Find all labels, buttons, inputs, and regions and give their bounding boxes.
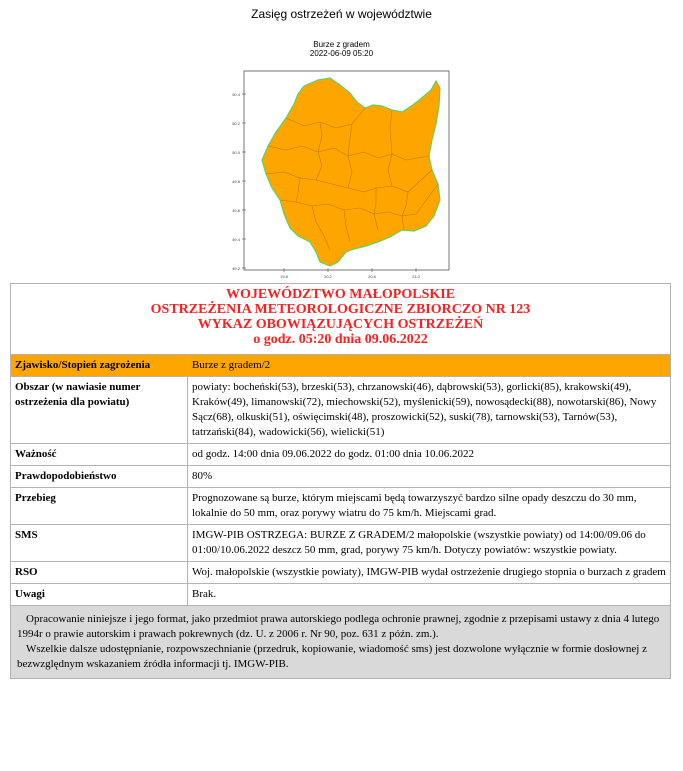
map-y-tick-label: 49.8 xyxy=(232,179,240,184)
rso-label: RSO xyxy=(11,562,188,584)
row-area xyxy=(11,377,671,444)
map-y-tick-label: 50.4 xyxy=(232,92,240,97)
row-validity xyxy=(11,444,671,466)
page-title: Zasięg ostrzeżeń w województwie xyxy=(251,7,432,21)
map-y-tick-label: 49.2 xyxy=(232,266,240,271)
course-label: Przebieg xyxy=(11,488,188,525)
map-caption xyxy=(0,40,683,58)
copyright-paragraph-1: Opracowanie niniejsze i jego format, jako przedmiot prawa autorskiego podlega ochronie prawnej, zgodnie z przepisami ustawy z dnia 4 lutego 1994r o prawie autorskim i prawach pokrewnych (dz. U. z 2006 r. Nr 90, poz. 631 z późn. zm.). xyxy=(17,613,660,640)
map-y-tick-label: 49.6 xyxy=(232,208,240,213)
validity-label: Ważność xyxy=(11,444,188,466)
course-value: Prognozowane są burze, którym miejscami będą towarzyszyć bardzo silne opady deszczu do 30 mm, lokalnie do 50 mm, oraz porywy wiatru do 75 km/h. Miejscami grad. xyxy=(188,488,671,525)
map-x-tick-label: 21.0 xyxy=(412,274,420,279)
row-course xyxy=(11,488,671,525)
map-x-tick-label: 19.8 xyxy=(280,274,288,279)
rso-value: Woj. małopolskie (wszystkie powiaty), IMGW-PIB wydał ostrzeżenie drugiego stopnia o burzach z gradem xyxy=(188,562,671,584)
row-copyright xyxy=(11,606,671,679)
sms-label: SMS xyxy=(11,525,188,562)
phenomenon-value: Burze z gradem/2 xyxy=(188,355,671,377)
area-value: powiaty: bocheński(53), brzeski(53), chrzanowski(46), dąbrowski(53), gorlicki(85), krakowski(49), Kraków(49), limanowski(72), miechowski(52), myślenicki(59), nowosądecki(88), nowotarski(86), Nowy Sącz(68), olkuski(51), oświęcimski(48), proszowicki(52), suski(78), tarnowski(53), Tarnów(53), tatrzański(84), wadowicki(56), wielicki(51) xyxy=(188,377,671,444)
row-sms xyxy=(11,525,671,562)
row-probability xyxy=(11,466,671,488)
copyright-paragraph-2: Wszelkie dalsze udostępnianie, rozpowszechnianie (przedruk, kopiowanie, wiadomość sms) jest dozwolone wyłącznie w formie dosłownej z bezwzględnym wskazaniem źródła informacji tj. IMGW-PIB. xyxy=(17,643,647,670)
map-x-tick-label: 20.6 xyxy=(368,274,376,279)
warnings-header xyxy=(11,284,671,355)
map-y-tick-label: 49.4 xyxy=(232,237,240,242)
area-label: Obszar (w nawiasie numer ostrzeżenia dla powiatu) xyxy=(11,377,188,444)
warning-map-svg xyxy=(226,66,452,283)
map-y-tick-label: 50.2 xyxy=(232,121,240,126)
map-caption-phenomenon: Burze z gradem xyxy=(313,40,370,49)
map-y-tick-label: 50.0 xyxy=(232,150,240,155)
warning-map xyxy=(226,66,452,283)
probability-value: 80% xyxy=(188,466,671,488)
warnings-table xyxy=(10,283,671,679)
row-remarks xyxy=(11,584,671,606)
header-issue-time: o godz. 05:20 dnia 09.06.2022 xyxy=(253,332,428,347)
validity-value: od godz. 14:00 dnia 09.06.2022 do godz. 01:00 dnia 10.06.2022 xyxy=(188,444,671,466)
map-caption-timestamp: 2022-06-09 05:20 xyxy=(309,49,374,58)
copyright-notice xyxy=(11,606,671,679)
remarks-value: Brak. xyxy=(188,584,671,606)
row-rso xyxy=(11,562,671,584)
sms-value: IMGW-PIB OSTRZEGA: BURZE Z GRADEM/2 małopolskie (wszystkie powiaty) od 14:00/09.06 do 01:00/10.06.2022 deszcz 50 mm, grad, porywy 75 km/h. Dotyczy powiatów: wszystkie powiaty. xyxy=(188,525,671,562)
header-voivodeship: WOJEWÓDZTWO MAŁOPOLSKIE xyxy=(225,287,456,302)
probability-label: Prawdopodobieństwo xyxy=(11,466,188,488)
map-x-tick-label: 20.2 xyxy=(324,274,332,279)
remarks-label: Uwagi xyxy=(11,584,188,606)
header-list-title: WYKAZ OBOWIĄZUJĄCYCH OSTRZEŻEŃ xyxy=(197,317,484,332)
header-warnings-number: OSTRZEŻENIA METEOROLOGICZNE ZBIORCZO NR 123 xyxy=(150,302,531,317)
phenomenon-label: Zjawisko/Stopień zagrożenia xyxy=(11,355,188,377)
row-phenomenon xyxy=(11,355,671,377)
